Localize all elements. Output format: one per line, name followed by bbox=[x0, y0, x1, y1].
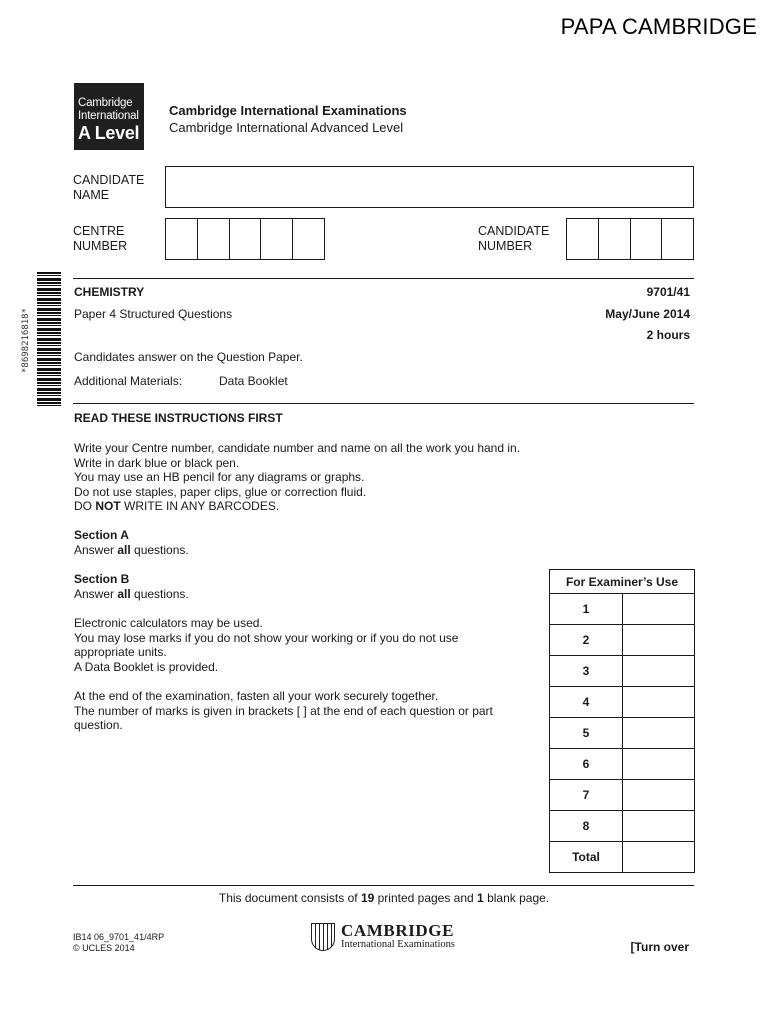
candidate-name-label: CANDIDATE NAME bbox=[73, 173, 145, 202]
materials-value: Data Booklet bbox=[219, 374, 288, 388]
mark-cell[interactable] bbox=[623, 811, 695, 842]
table-row: 3 bbox=[550, 656, 695, 687]
table-row: 6 bbox=[550, 749, 695, 780]
turn-over-note: [Turn over bbox=[630, 940, 689, 954]
barcode-number: *8698216818* bbox=[21, 307, 31, 373]
document-reference: IB14 06_9701_41/4RP © UCLES 2014 bbox=[73, 932, 165, 953]
mark-cell[interactable] bbox=[623, 594, 695, 625]
logo-line-3: A Level bbox=[78, 123, 140, 143]
table-row: 4 bbox=[550, 687, 695, 718]
section-a-text: Answer all questions. bbox=[74, 542, 189, 557]
cambridge-crest-icon bbox=[311, 923, 335, 951]
instruction-line: Electronic calculators may be used. bbox=[74, 616, 263, 630]
mark-cell[interactable] bbox=[623, 687, 695, 718]
barcode bbox=[37, 272, 61, 408]
section-b-text: Answer all questions. bbox=[74, 586, 189, 601]
exam-board-name: Cambridge International Examinations bbox=[169, 103, 407, 118]
qualification-level: Cambridge International Advanced Level bbox=[169, 120, 404, 135]
table-row: 8 bbox=[550, 811, 695, 842]
centre-number-field[interactable] bbox=[165, 218, 325, 260]
mark-cell[interactable] bbox=[623, 718, 695, 749]
candidate-name-field[interactable] bbox=[165, 166, 694, 208]
section-b-title: Section B bbox=[74, 572, 130, 586]
section-b-instructions bbox=[74, 572, 189, 601]
instruction-line: question. bbox=[74, 718, 123, 732]
calculator-instructions bbox=[74, 616, 458, 674]
table-row: 1 bbox=[550, 594, 695, 625]
instruction-line: At the end of the examination, fasten all your work securely together. bbox=[74, 689, 439, 703]
watermark-text: PAPA CAMBRIDGE bbox=[560, 14, 757, 39]
instruction-line: You may use an HB pencil for any diagrams or graphs. bbox=[74, 470, 365, 484]
page-count-note: This document consists of 19 printed pages and 1 blank page. bbox=[218, 891, 550, 905]
section-a-instructions bbox=[74, 528, 189, 557]
answer-note: Candidates answer on the Question Paper. bbox=[74, 350, 303, 364]
instruction-line: Write in dark blue or black pen. bbox=[74, 455, 240, 470]
paper-title: Paper 4 Structured Questions bbox=[74, 307, 233, 321]
divider bbox=[73, 278, 694, 279]
instructions-heading: READ THESE INSTRUCTIONS FIRST bbox=[74, 411, 283, 425]
examiner-table-heading: For Examiner’s Use bbox=[550, 570, 695, 594]
instruction-line: You may lose marks if you do not show your working or if you do not use bbox=[74, 630, 459, 645]
logo-line-1: Cambridge bbox=[78, 97, 133, 109]
table-row: 2 bbox=[550, 625, 695, 656]
logo-line-2: International bbox=[78, 110, 139, 122]
instruction-line: A Data Booklet is provided. bbox=[74, 659, 219, 674]
candidate-number-field[interactable] bbox=[566, 218, 694, 260]
instruction-line: Do not use staples, paper clips, glue or correction fluid. bbox=[74, 484, 367, 499]
table-row: Total bbox=[550, 842, 695, 873]
instruction-line: appropriate units. bbox=[74, 645, 167, 659]
instruction-line: The number of marks is given in brackets [ ] at the end of each question or part bbox=[74, 703, 493, 718]
divider bbox=[73, 403, 694, 404]
divider bbox=[73, 885, 694, 886]
subject-title: CHEMISTRY bbox=[74, 285, 145, 299]
a-level-logo bbox=[74, 83, 144, 150]
candidate-number-label: CANDIDATE NUMBER bbox=[478, 224, 550, 253]
mark-cell[interactable] bbox=[623, 842, 695, 873]
mark-cell[interactable] bbox=[623, 780, 695, 811]
exam-duration: 2 hours bbox=[646, 328, 690, 342]
section-a-title: Section A bbox=[74, 528, 129, 542]
paper-code: 9701/41 bbox=[646, 285, 690, 299]
table-row: 5 bbox=[550, 718, 695, 749]
materials-label: Additional Materials: bbox=[74, 374, 183, 388]
end-instructions bbox=[74, 689, 493, 733]
mark-cell[interactable] bbox=[623, 749, 695, 780]
mark-cell[interactable] bbox=[623, 656, 695, 687]
centre-number-label: CENTRE NUMBER bbox=[73, 224, 128, 253]
cambridge-subtitle: International Examinations bbox=[341, 939, 456, 950]
general-instructions bbox=[74, 441, 520, 514]
examiner-use-table bbox=[549, 569, 695, 873]
table-row: 7 bbox=[550, 780, 695, 811]
instruction-line: Write your Centre number, candidate number and name on all the work you hand in. bbox=[74, 441, 521, 455]
cambridge-wordmark: CAMBRIDGE bbox=[341, 921, 455, 940]
exam-session: May/June 2014 bbox=[605, 307, 690, 321]
barcode-instruction: DO NOT WRITE IN ANY BARCODES. bbox=[74, 499, 280, 513]
mark-cell[interactable] bbox=[623, 625, 695, 656]
